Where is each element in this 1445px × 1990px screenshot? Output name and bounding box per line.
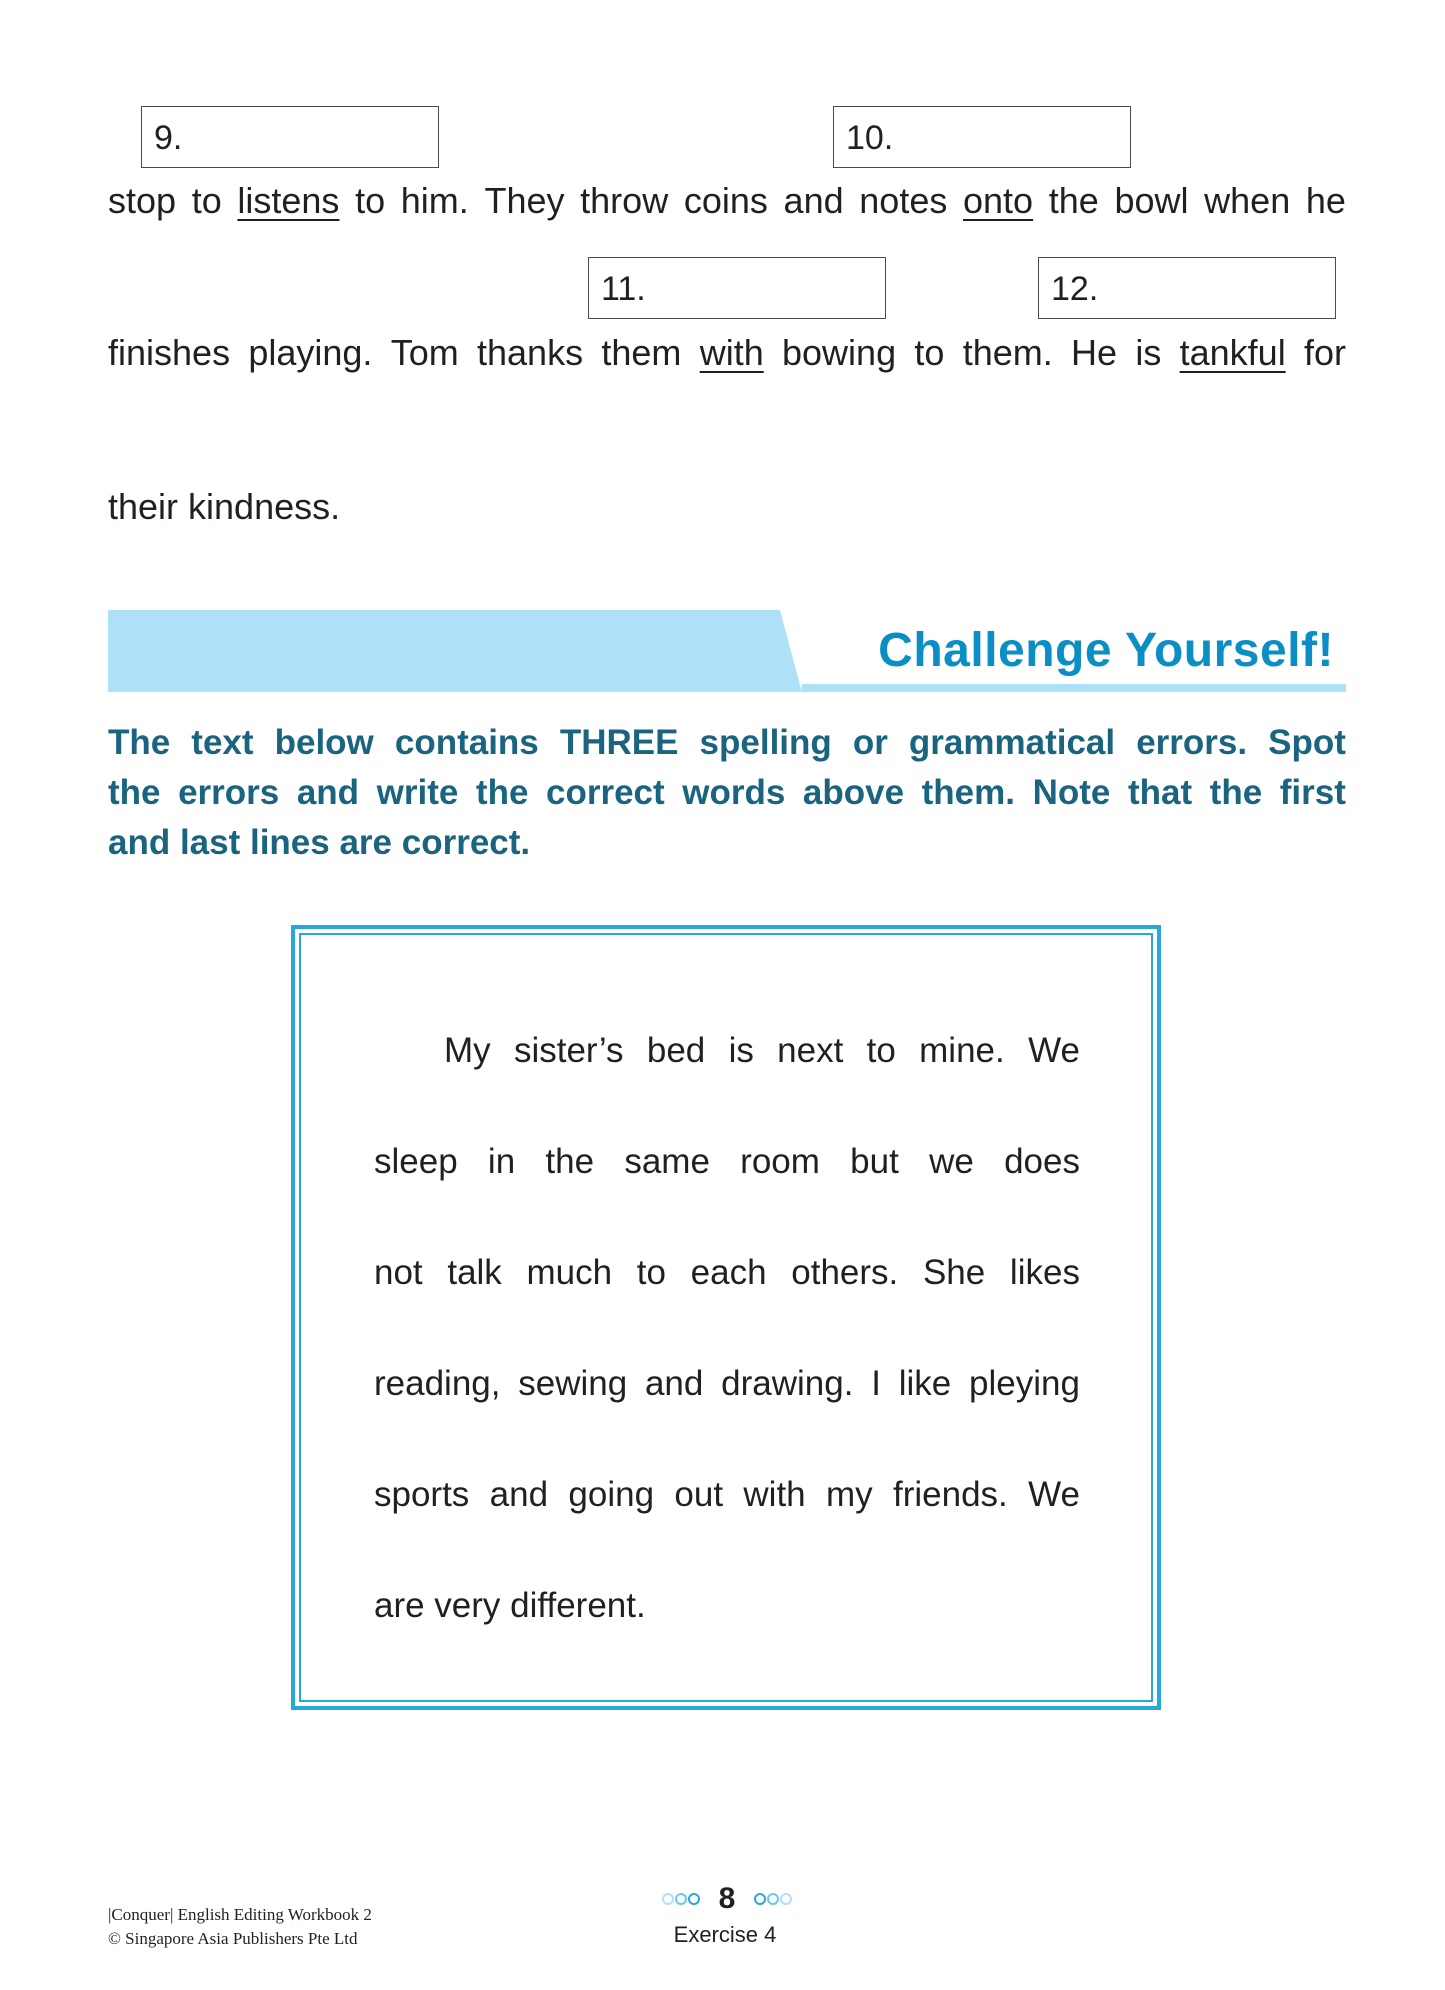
footer-publisher (108, 1903, 372, 1951)
passage-word: much (526, 1253, 613, 1292)
underlined-word-10: onto (963, 180, 1034, 221)
passage-word: to (866, 1031, 896, 1070)
word: he (1305, 180, 1346, 221)
passage-word: and (644, 1364, 704, 1403)
passage-line-1 (374, 1031, 1080, 1071)
passage-word: We (1028, 1031, 1080, 1070)
answer-box-12[interactable] (1038, 257, 1336, 319)
instruction-line-3: and last lines are correct. (108, 823, 531, 862)
answer-box-number: 12. (1051, 270, 1099, 308)
word: to (914, 332, 945, 373)
passage-line-6 (374, 1586, 1080, 1626)
word: He (1071, 332, 1118, 373)
page-number: 8 (718, 1882, 736, 1915)
word: for (1303, 332, 1346, 373)
challenge-banner (108, 610, 1346, 692)
instruction-word: the (1209, 773, 1263, 812)
challenge-instructions (108, 718, 1346, 868)
word: thanks (477, 332, 584, 373)
word: Tom (390, 332, 459, 373)
passage-word: pleying (969, 1364, 1080, 1403)
word: them. (962, 332, 1053, 373)
passage-word: going (568, 1475, 655, 1514)
story-line-2 (108, 332, 1346, 374)
underlined-word-12: tankful (1179, 332, 1286, 373)
exercise-label: Exercise 4 (673, 1922, 777, 1947)
instruction-line-1 (108, 718, 1346, 768)
word: to (191, 180, 222, 221)
instruction-word: spelling (699, 723, 832, 762)
passage-word: out (674, 1475, 724, 1514)
challenge-passage-box (291, 925, 1161, 1710)
passage-line-5 (374, 1475, 1080, 1515)
underlined-word-11: with (699, 332, 764, 373)
passage-word: like (898, 1364, 952, 1403)
instruction-line-2 (108, 768, 1346, 818)
passage-line-3 (374, 1253, 1080, 1293)
passage-word: is (728, 1031, 754, 1070)
answer-box-10[interactable] (833, 106, 1131, 168)
word: the (1048, 180, 1099, 221)
passage-word: She (922, 1253, 986, 1292)
instruction-word: grammatical (908, 723, 1116, 762)
passage-word: My (444, 1031, 491, 1070)
passage-word: sports (374, 1475, 470, 1514)
instruction-word: below (274, 723, 374, 762)
instruction-word: that (1127, 773, 1193, 812)
passage-word: sewing (518, 1364, 628, 1403)
word: finishes (108, 332, 231, 373)
passage-word: mine. (919, 1031, 1005, 1070)
passage-word: bed (646, 1031, 706, 1070)
word: him. (400, 180, 469, 221)
instruction-word: Spot (1268, 723, 1346, 762)
passage-word: We (1028, 1475, 1080, 1514)
answer-box-number: 11. (601, 270, 646, 308)
passage-word: in (487, 1142, 516, 1181)
instruction-word: text (191, 723, 254, 762)
instruction-word: above (802, 773, 905, 812)
instruction-word: correct (546, 773, 665, 812)
instruction-word: words (682, 773, 786, 812)
passage-word: my (825, 1475, 873, 1514)
word: to (355, 180, 386, 221)
passage-word: but (850, 1142, 899, 1181)
word: playing. (248, 332, 373, 373)
passage-line-2 (374, 1142, 1080, 1182)
story-line-1 (108, 180, 1346, 222)
instruction-word: errors (178, 773, 280, 812)
answer-box-number: 10. (846, 119, 894, 157)
passage-word: does (1004, 1142, 1080, 1181)
word: stop (108, 180, 177, 221)
passage-word: friends. (892, 1475, 1008, 1514)
instruction-word: Note (1032, 773, 1111, 812)
word: throw (580, 180, 669, 221)
word: They (484, 180, 565, 221)
instruction-word: them. (921, 773, 1015, 812)
word: is (1135, 332, 1162, 373)
passage-word: room (740, 1142, 820, 1181)
instruction-word: contains (394, 723, 539, 762)
instruction-word: errors. (1136, 723, 1248, 762)
story-line-3 (108, 486, 1346, 528)
underlined-word-9: listens (237, 180, 340, 221)
footer-book-title: |Conquer| English Editing Workbook 2 (108, 1905, 372, 1924)
passage-word: reading, (374, 1364, 501, 1403)
passage-word: sister’s (513, 1031, 624, 1070)
passage-line-4 (374, 1364, 1080, 1404)
challenge-title: Challenge Yourself! (878, 624, 1334, 677)
line-text: their kindness. (108, 486, 341, 527)
word: when (1204, 180, 1291, 221)
passage-word: others. (791, 1253, 899, 1292)
answer-box-9[interactable] (141, 106, 439, 168)
answer-box-11[interactable] (588, 257, 886, 319)
instruction-word: write (376, 773, 459, 812)
word: and (783, 180, 844, 221)
instruction-word: The (108, 723, 171, 762)
word: bowl (1114, 180, 1189, 221)
passage-word: talk (447, 1253, 502, 1292)
passage-word: same (624, 1142, 710, 1181)
passage-word: sleep (374, 1142, 458, 1181)
passage-word: to (636, 1253, 666, 1292)
passage-word: each (690, 1253, 767, 1292)
word: notes (859, 180, 948, 221)
passage-word: I (871, 1364, 881, 1403)
answer-box-number: 9. (154, 119, 183, 157)
passage-word: not (374, 1253, 423, 1292)
passage-word: likes (1009, 1253, 1080, 1292)
banner-fill (108, 610, 802, 692)
instruction-word: first (1279, 773, 1346, 812)
passage-word: we (929, 1142, 974, 1181)
page-number-group (662, 1882, 792, 1916)
passage-word: the (545, 1142, 595, 1181)
passage-text: are very different. (374, 1586, 646, 1625)
word: coins (683, 180, 768, 221)
instruction-word: and (296, 773, 360, 812)
passage-word: drawing. (721, 1364, 854, 1403)
word: bowing (782, 332, 897, 373)
instruction-word: the (475, 773, 529, 812)
word: them (601, 332, 682, 373)
passage-word: with (743, 1475, 806, 1514)
instruction-word: THREE (559, 723, 679, 762)
instruction-word: or (852, 723, 888, 762)
passage-word: next (777, 1031, 844, 1070)
instruction-word: the (108, 773, 161, 812)
footer-copyright: © Singapore Asia Publishers Pte Ltd (108, 1929, 358, 1948)
passage-word: and (489, 1475, 549, 1514)
